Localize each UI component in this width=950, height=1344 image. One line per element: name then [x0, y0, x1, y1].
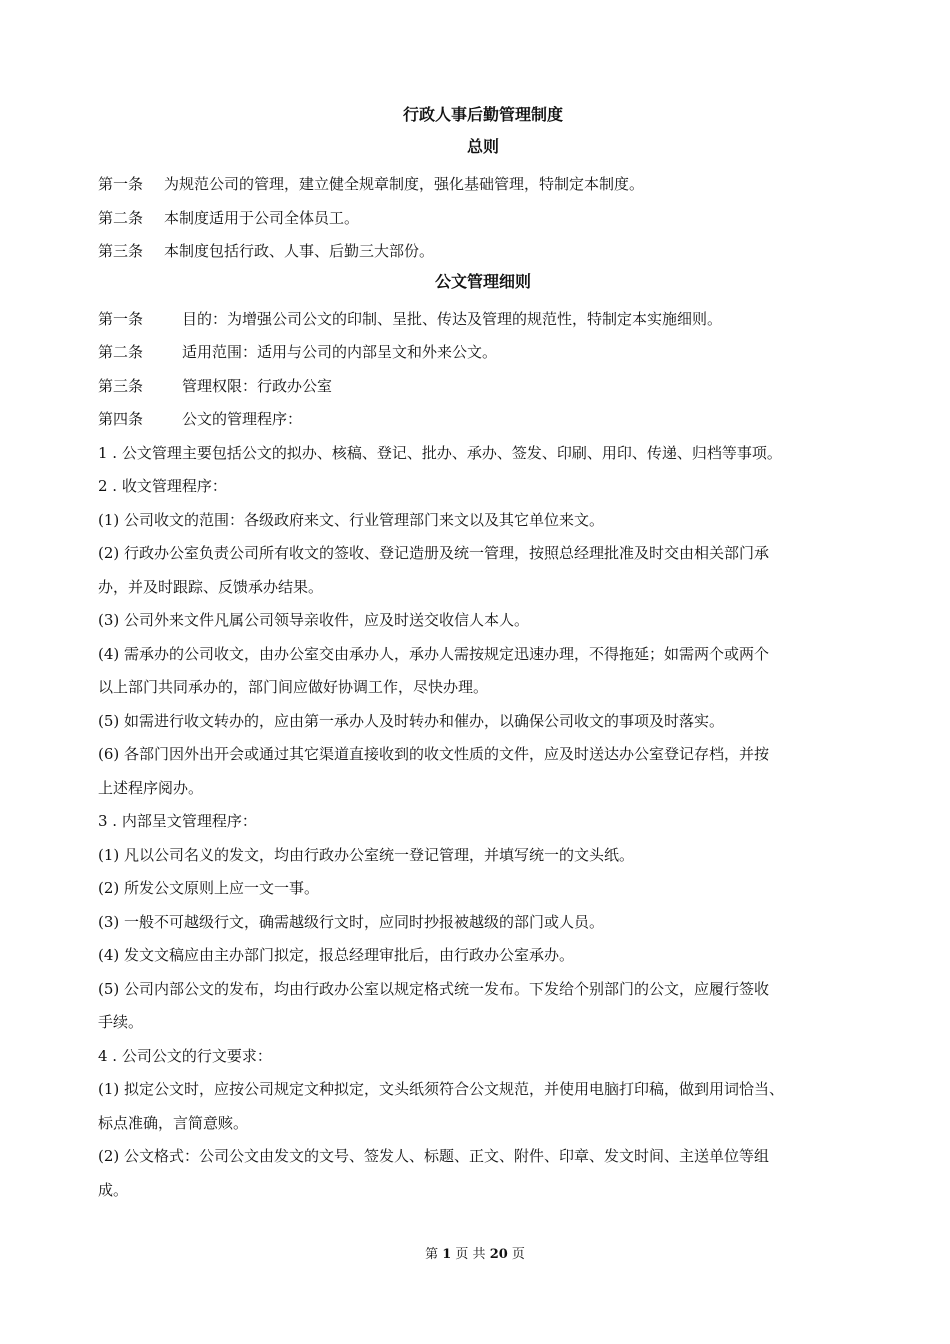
article-text: 公文的管理程序： [182, 410, 303, 428]
official-article-3 [98, 370, 868, 404]
paragraph-line: (6) 各部门因外出开会或通过其它渠道直接收到的收文性质的文件，应及时送达办公室登记存档，并按 [98, 745, 770, 763]
official-article-1 [98, 303, 868, 337]
page-total: 20 [489, 1247, 508, 1262]
paragraph-line: 标点准确，言简意赅。 [98, 1113, 249, 1132]
section-heading-official: 公文管理细则 [434, 271, 531, 291]
page-footer [0, 1243, 950, 1262]
article-label: 第一条 [98, 175, 144, 193]
general-article-1 [98, 168, 868, 202]
article-label: 第四条 [98, 410, 144, 428]
paragraph-line: (4) 需承办的公司收文，由办公室交由承办人，承办人需按规定迅速办理，不得拖延；如需两个或两个 [98, 644, 770, 663]
paragraph-line: 4 . 公司公文的行文要求： [98, 1046, 272, 1065]
document-body [98, 102, 868, 1207]
article-text: 本制度包括行政、人事、后勤三大部份。 [164, 242, 435, 260]
general-article-2 [98, 202, 868, 236]
paragraph-line: 1 . 公文管理主要包括公文的拟办、核稿、登记、批办、承办、签发、印刷、用印、传递、归档等事项。 [98, 443, 782, 462]
article-label: 第三条 [98, 242, 144, 260]
paragraph-line: (1) 凡以公司名义的发文，均由行政办公室统一登记管理，并填写统一的文头纸。 [98, 845, 635, 864]
footer-prefix: 第 [425, 1247, 439, 1262]
paragraph-line: (1) 拟定公文时，应按公司规定文种拟定，文头纸须符合公文规范，并使用电脑打印稿，做到用词恰当、 [98, 1080, 785, 1098]
paragraph-line: (2) 所发公文原则上应一文一事。 [98, 879, 320, 897]
general-article-3 [98, 235, 868, 269]
article-label: 第二条 [98, 208, 144, 227]
article-label: 第三条 [98, 376, 144, 395]
article-text: 为规范公司的管理，建立健全规章制度，强化基础管理，特制定本制度。 [164, 175, 645, 193]
paragraph-line: (1) 公司收文的范围：各级政府来文、行业管理部门来文以及其它单位来文。 [98, 510, 605, 529]
section-heading-general: 总则 [466, 137, 499, 156]
paragraph-line: (3) 公司外来文件凡属公司领导亲收件，应及时送交收信人本人。 [98, 611, 530, 629]
official-article-4 [98, 403, 868, 437]
paragraph-line: (2) 公文格式：公司公文由发文的文号、签发人、标题、正文、附件、印章、发文时间、主送单位等组 [98, 1147, 770, 1165]
paragraph-line: 2 . 收文管理程序： [98, 477, 227, 495]
article-text: 目的：为增强公司公文的印制、呈批、传达及管理的规范性，特制定本实施细则。 [182, 309, 723, 328]
paragraph-line: 以上部门共同承办的，部门间应做好协调工作，尽快办理。 [98, 678, 489, 696]
article-text: 适用范围：适用与公司的内部呈文和外来公文。 [182, 343, 498, 361]
article-label: 第二条 [98, 343, 144, 361]
paragraph-line: 手续。 [98, 1013, 144, 1031]
footer-middle: 页 共 [455, 1247, 486, 1262]
paragraph-line: (3) 一般不可越级行文，确需越级行文时，应同时抄报被越级的部门或人员。 [98, 912, 605, 931]
paragraph-line: (5) 公司内部公文的发布，均由行政办公室以规定格式统一发布。下发给个别部门的公文，应履行签收 [98, 979, 770, 998]
paragraph-line: 成。 [98, 1180, 129, 1199]
paragraph-line: 上述程序阅办。 [98, 778, 204, 797]
paragraph-line: (4) 发文文稿应由主办部门拟定，报总经理审批后，由行政办公室承办。 [98, 946, 575, 964]
footer-suffix: 页 [511, 1247, 525, 1262]
article-text: 本制度适用于公司全体员工。 [164, 208, 360, 227]
paragraph-line: 3 . 内部呈文管理程序： [98, 812, 257, 830]
paragraph-line: 办，并及时跟踪、反馈承办结果。 [98, 577, 324, 596]
page-number: 1 [442, 1247, 452, 1262]
article-text: 管理权限：行政办公室 [182, 376, 333, 395]
official-article-2 [98, 336, 868, 370]
paragraph-line: (2) 行政办公室负责公司所有收文的签收、登记造册及统一管理，按照总经理批准及时交由相关部门承 [98, 544, 770, 562]
article-label: 第一条 [98, 309, 144, 328]
paragraph-line: (5) 如需进行收文转办的，应由第一承办人及时转办和催办，以确保公司收文的事项及时落实。 [98, 711, 725, 730]
document-title: 行政人事后勤管理制度 [402, 105, 563, 124]
